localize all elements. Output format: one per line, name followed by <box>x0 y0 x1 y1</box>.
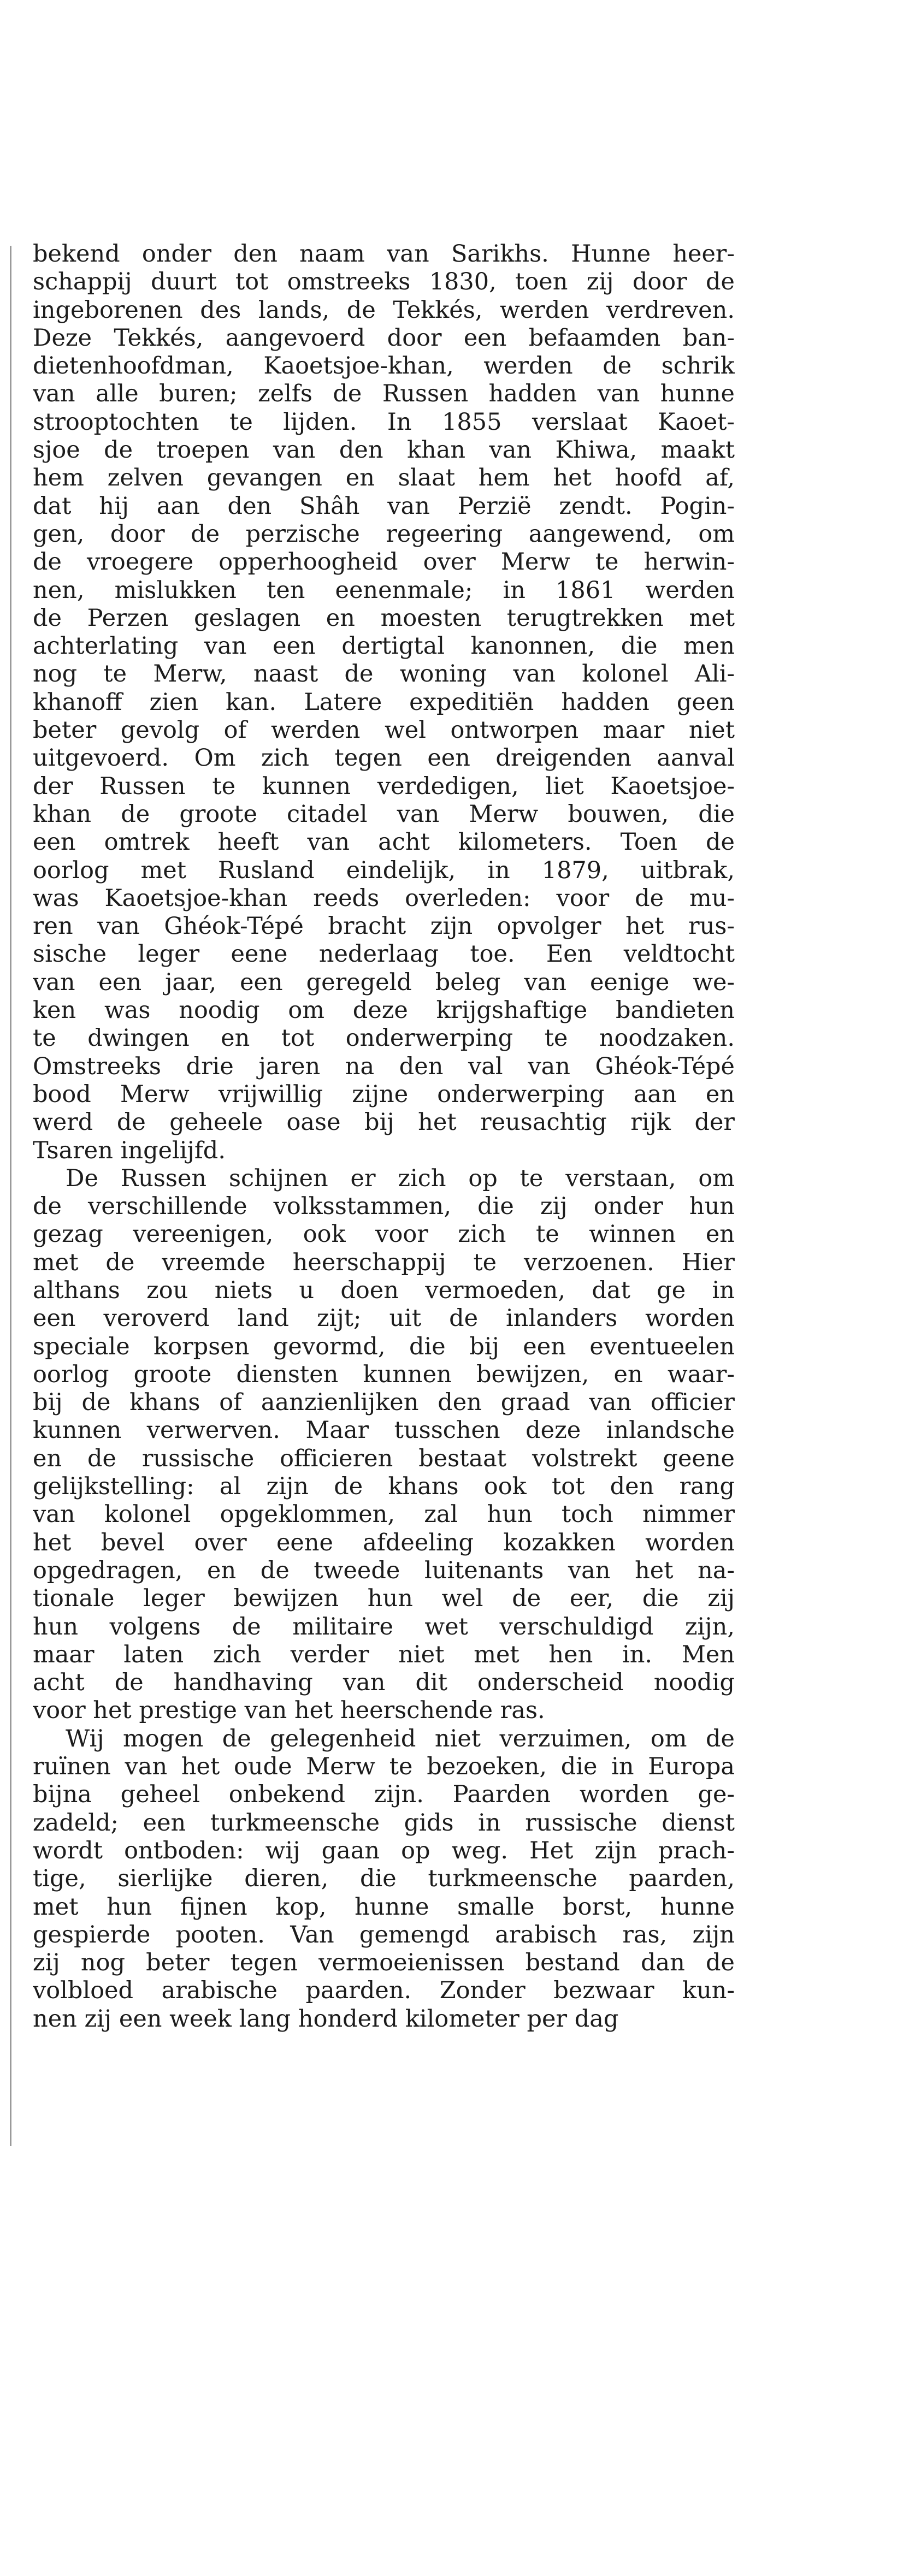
text-line: bij de khans of aanzienlijken den graad van officier <box>33 1389 735 1417</box>
text-line: dat hij aan den Shâh van Perzië zendt. Pogin- <box>33 492 735 520</box>
text-line: was Kaoetsjoe-khan reeds overleden: voor de mu- <box>33 884 735 912</box>
body-text <box>33 240 735 2033</box>
text-line: schappij duurt tot omstreeks 1830, toen zij door de <box>33 268 735 296</box>
text-line: speciale korpsen gevormd, die bij een eventueelen <box>33 1333 735 1360</box>
text-line: opgedragen, en de tweede luitenants van het na- <box>33 1556 735 1584</box>
text-line: sische leger eene nederlaag toe. Een veldtocht <box>33 940 735 968</box>
text-line: khanoff zien kan. Latere expeditiën hadden geen <box>33 688 735 716</box>
text-line: dietenhoofdman, Kaoetsjoe-khan, werden de schrik <box>33 352 735 380</box>
text-line: de vroegere opperhoogheid over Merw te herwin- <box>33 548 735 576</box>
text-line: met de vreemde heerschappij te verzoenen. Hier <box>33 1248 735 1276</box>
text-line: en de russische officieren bestaat volstrekt geene <box>33 1444 735 1472</box>
text-line: oorlog groote diensten kunnen bewijzen, en waar- <box>33 1360 735 1388</box>
text-line: van kolonel opgeklommen, zal hun toch nimmer <box>33 1501 735 1529</box>
paragraph <box>33 1165 735 1725</box>
text-line: gelijkstelling: al zijn de khans ook tot den rang <box>33 1473 735 1501</box>
text-line: De Russen schijnen er zich op te verstaan, om <box>66 1164 735 1192</box>
text-line: tionale leger bewijzen hun wel de eer, die zij <box>33 1585 735 1613</box>
text-line: van alle buren; zelfs de Russen hadden van hunne <box>33 380 735 408</box>
text-line: het bevel over eene afdeeling kozakken worden <box>33 1529 735 1556</box>
text-line: tige, sierlijke dieren, die turkmeensche paarden, <box>33 1865 735 1893</box>
text-line: achterlating van een dertigtal kanonnen, die men <box>33 632 735 660</box>
page-edge-mark <box>10 246 11 2146</box>
text-line: bood Merw vrijwillig zijne onderwerping aan en <box>33 1080 735 1108</box>
text-line: oorlog met Rusland eindelijk, in 1879, uitbrak, <box>33 856 735 884</box>
text-line: de verschillende volksstammen, die zij onder hun <box>33 1193 735 1221</box>
text-line: bijna geheel onbekend zijn. Paarden worden ge- <box>33 1781 735 1809</box>
text-line: strooptochten te lijden. In 1855 verslaat Kaoet- <box>33 408 735 436</box>
text-line: zadeld; een turkmeensche gids in russische dienst <box>33 1809 735 1837</box>
text-line: uitgevoerd. Om zich tegen een dreigenden aanval <box>33 744 735 772</box>
text-line: wordt ontboden: wij gaan op weg. Het zijn prach- <box>33 1837 735 1864</box>
text-line: maar laten zich verder niet met hen in. Men <box>33 1641 735 1668</box>
text-line: gespierde pooten. Van gemengd arabisch ras, zijn <box>33 1921 735 1949</box>
text-line: gezag vereenigen, ook voor zich te winnen en <box>33 1221 735 1248</box>
text-line: Omstreeks drie jaren na den val van Ghéok-Tépé <box>33 1052 735 1080</box>
text-line: ken was noodig om deze krijgshaftige bandieten <box>33 997 735 1025</box>
paragraph <box>33 240 735 1165</box>
text-line: met hun fijnen kop, hunne smalle borst, hunne <box>33 1893 735 1921</box>
text-line: nog te Merw, naast de woning van kolonel Ali- <box>33 660 735 688</box>
text-line: ingeborenen des lands, de Tekkés, werden verdreven. <box>33 296 735 324</box>
text-line: beter gevolg of werden wel ontworpen maar niet <box>33 716 735 744</box>
paragraph <box>33 1725 735 2033</box>
text-line: der Russen te kunnen verdedigen, liet Kaoetsjoe- <box>33 772 735 800</box>
text-line: sjoe de troepen van den khan van Khiwa, maakt <box>33 436 735 464</box>
text-line: ren van Ghéok-Tépé bracht zijn opvolger het rus- <box>33 913 735 940</box>
text-line: een omtrek heeft van acht kilometers. Toen de <box>33 828 735 856</box>
text-line: gen, door de perzische regeering aangewend, om <box>33 520 735 548</box>
text-line: khan de groote citadel van Merw bouwen, die <box>33 800 735 828</box>
text-line: Deze Tekkés, aangevoerd door een befaamden ban- <box>33 324 735 352</box>
text-line: van een jaar, een geregeld beleg van eenige we- <box>33 968 735 996</box>
text-line: de Perzen geslagen en moesten terugtrekken met <box>33 604 735 632</box>
text-line: nen zij een week lang honderd kilometer per dag <box>33 2005 619 2033</box>
text-line: nen, mislukken ten eenenmale; in 1861 werden <box>33 576 735 604</box>
text-line: bekend onder den naam van Sarikhs. Hunne heer- <box>33 240 735 268</box>
text-line: kunnen verwerven. Maar tusschen deze inlandsche <box>33 1417 735 1444</box>
text-line: hem zelven gevangen en slaat hem het hoofd af, <box>33 464 735 492</box>
text-line: te dwingen en tot onderwerping te noodzaken. <box>33 1025 735 1052</box>
text-line: Tsaren ingelijfd. <box>33 1136 226 1164</box>
text-line: althans zou niets u doen vermoeden, dat ge in <box>33 1276 735 1304</box>
text-line: hun volgens de militaire wet verschuldigd zijn, <box>33 1613 735 1641</box>
text-line: Wij mogen de gelegenheid niet verzuimen, om de <box>66 1725 735 1752</box>
text-line: acht de handhaving van dit onderscheid noodig <box>33 1669 735 1697</box>
text-line: voor het prestige van het heerschende ras. <box>33 1697 545 1725</box>
text-line: ruïnen van het oude Merw te bezoeken, die in Europa <box>33 1753 735 1781</box>
text-line: volbloed arabische paarden. Zonder bezwaar kun- <box>33 1977 735 2005</box>
text-line: werd de geheele oase bij het reusachtig rijk der <box>33 1109 735 1136</box>
text-line: een veroverd land zijt; uit de inlanders worden <box>33 1305 735 1333</box>
text-line: zij nog beter tegen vermoeienissen bestand dan de <box>33 1949 735 1977</box>
